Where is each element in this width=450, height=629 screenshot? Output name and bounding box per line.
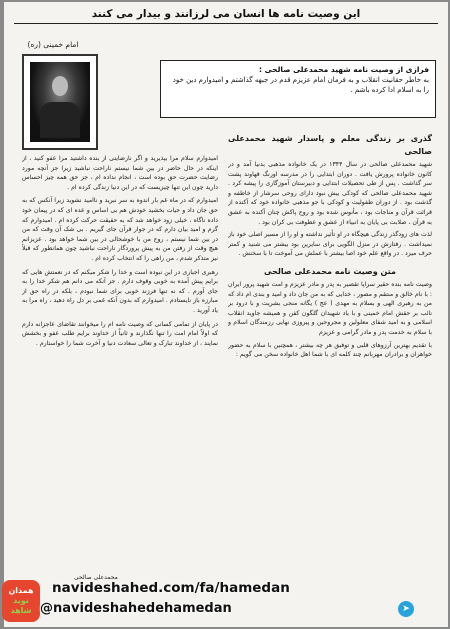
page-headline: این وصیت نامه ها انسان می لرزانند و بیدار می کنند xyxy=(14,8,438,24)
logo-text-line2: نوید شاهد xyxy=(10,596,32,615)
biography-paragraph: لذت های زودگذر زندگی هیچگاه در او تأثیر نداشته و او را از مسیر اصلی خود باز نمیداشت . رفتارش در منزل الگویی برای سایرین بود بیشتر می شنید و کمتر حرف میزد . در واقع علم خود اصا بیشتر با عملش می آموخت تا با سخنش . xyxy=(228,231,432,258)
excerpt-title: فرازی از وصیت نامه شهید محمدعلی صالحی : xyxy=(258,65,429,74)
watermark-overlay xyxy=(0,577,450,627)
left-column xyxy=(22,154,218,572)
excerpt-text: به خاطر حقانیت انقلاب و به فرمان امام عزیزم قدم در جبهه گذاشتم و امیدوارم دین خود را به اسلام ادا کرده باشم . xyxy=(172,76,429,94)
biography-title: گذری بر زندگی معلم و پاسدار شهید محمدعلی صالحی xyxy=(228,134,432,156)
signature: محمدعلی صالحی xyxy=(74,574,118,581)
telegram-handle[interactable]: @navideshahedehamedan xyxy=(40,601,232,616)
newspaper-page xyxy=(4,2,448,627)
website-link[interactable]: navideshahed.com/fa/hamedan xyxy=(52,580,290,596)
will-paragraph: در پایان از تمامی کسانی که وصیت نامه ام را میخوانند تقاضای عاجزانه دارم که اولاً امام امت را تنها نگذارند و ثانیاً از خداوند برایم طلب عفو و بخشش نمایند ، از خداوند تبارک و تعالی سعادت دنیا و آخرت شما را خواستارم . xyxy=(22,320,218,347)
will-paragraph: امیدوارم که در ماه غم بار اندوه به سر نبرید و ناامید نشوید زیرا آنکس که به حق جان داد و حیات بخشید خودش هم بی اساس و عده ای که در پیمان خود داده ناگاه ، خیلی زود خواهد شد که به حقیقت حرکت کرده ام . امیدوارم که گرم و امید بیان دارم که در جوار قرآن جای گیریم . بی شک آن وقت که من در بین شما نیستم ، روح من با خوشحالی در بین شما خواهد بود . عزیزانم هیچ وقت از رفتن من به پیش پروردگار ناراحت نباشید چون همانطور که قبلاً نیز متذکر شدم ، من راهی را که انتخاب کرده ام . xyxy=(22,197,218,262)
biography-paragraph: شهید محمدعلی صالحی در سال ۱۳۴۴ در یک خانواده مذهبی بدنیا آمد و در کانون خانواده پرورش یافت . دوران ابتدایی را در مدرسه اورنگ قهاوند پشت سر گذاشت . پس از طی تحصیلات ابتدایی و دبیرستان آموزگاری را پیشه کرد . شهید محمدعلی صالحی که کودکی بیش نبود دارای روحی سرشار از خاطفه و گذشت بود . از دوران طفولیت و کودکی با جو مذهبی خانواده خود که آکنده از قرائت قرآن و مناجات بود ، مأنوس شده بود و روح پاکش چنان آکنده به عشق به قرآن ، صلابت بی پایان به انبیاء از عشق و عطوفت بی کران بود . xyxy=(228,161,432,226)
will-excerpt-box xyxy=(160,60,436,118)
navideshahed-logo[interactable] xyxy=(2,580,40,622)
will-paragraph: رهبری اجباری در این نبوده است و خدا را شکر میکنم که در نعمتش هایی که برایم پیش آمده به خوبی وقوف دارم . جز آنکه می دانم هم شکر خدا را به جای آورم . که نه تنها فرزند خوبی برای شما نبودم ، بلکه در راه حق از مبارزه باز نایستادم . امیدوارم که بدون آنکه غمی بر دل راه دهید ، راه مرا به یاد آورید . xyxy=(22,268,218,314)
will-paragraph: با تقدیم بهترین آرزوهای قلبی و توفیق هر چه بیشتر ، همچنین با سلام به حضور خواهران و برادران مهربانم چند کلمه ای با شما اهل خانواده سخن می گویم : xyxy=(228,341,432,359)
will-paragraph: وصیت نامه بنده حقیر سراپا تقصیر به پدر و مادر عزیزم و امت شهید پرور ایران : با نام خالق و منتقم و مصور ، خدایی که به من جان داد و امید و بندی ام داد که من به رهبری الهی و بسلام به مهدی ( عج ) یگانه منجی بشریت و با درود بر نائب بر حقش امام خمینی و با یاد شهیدان گلگون کفن و همیشه جاوید انقلاب اسلامی و به امید شفای معلولین و مجروحین و پیروزی نهایی رزمندگان اسلام و با سلام به خدمت پدر و مادر گرامی و عزیزم xyxy=(228,280,432,336)
right-column xyxy=(228,132,432,582)
logo-text-line1: همدان xyxy=(8,586,34,595)
will-title: متن وصیت نامه محمدعلی صالحی xyxy=(264,266,396,276)
imam-quote-label: امام خمینی (ره) xyxy=(27,40,79,49)
martyr-photo xyxy=(22,54,98,150)
portrait-image xyxy=(30,62,90,142)
telegram-icon[interactable]: ➤ xyxy=(398,601,414,617)
will-paragraph: امیدوارم سلام مرا بپذیرید و اگر نارضایتی از بنده داشتید مرا عفو کنید ، از اینکه در حال حاضر در بین شما نیستم ناراحت نباشید زیرا جز آنچه مورد رضایت حضرت حق بوده است ، انجام نداده ام ، جز حق همه چیز احساس دارید چون این تنها چیزیست که در این دنیا زندگی کرده ام . xyxy=(22,155,218,191)
